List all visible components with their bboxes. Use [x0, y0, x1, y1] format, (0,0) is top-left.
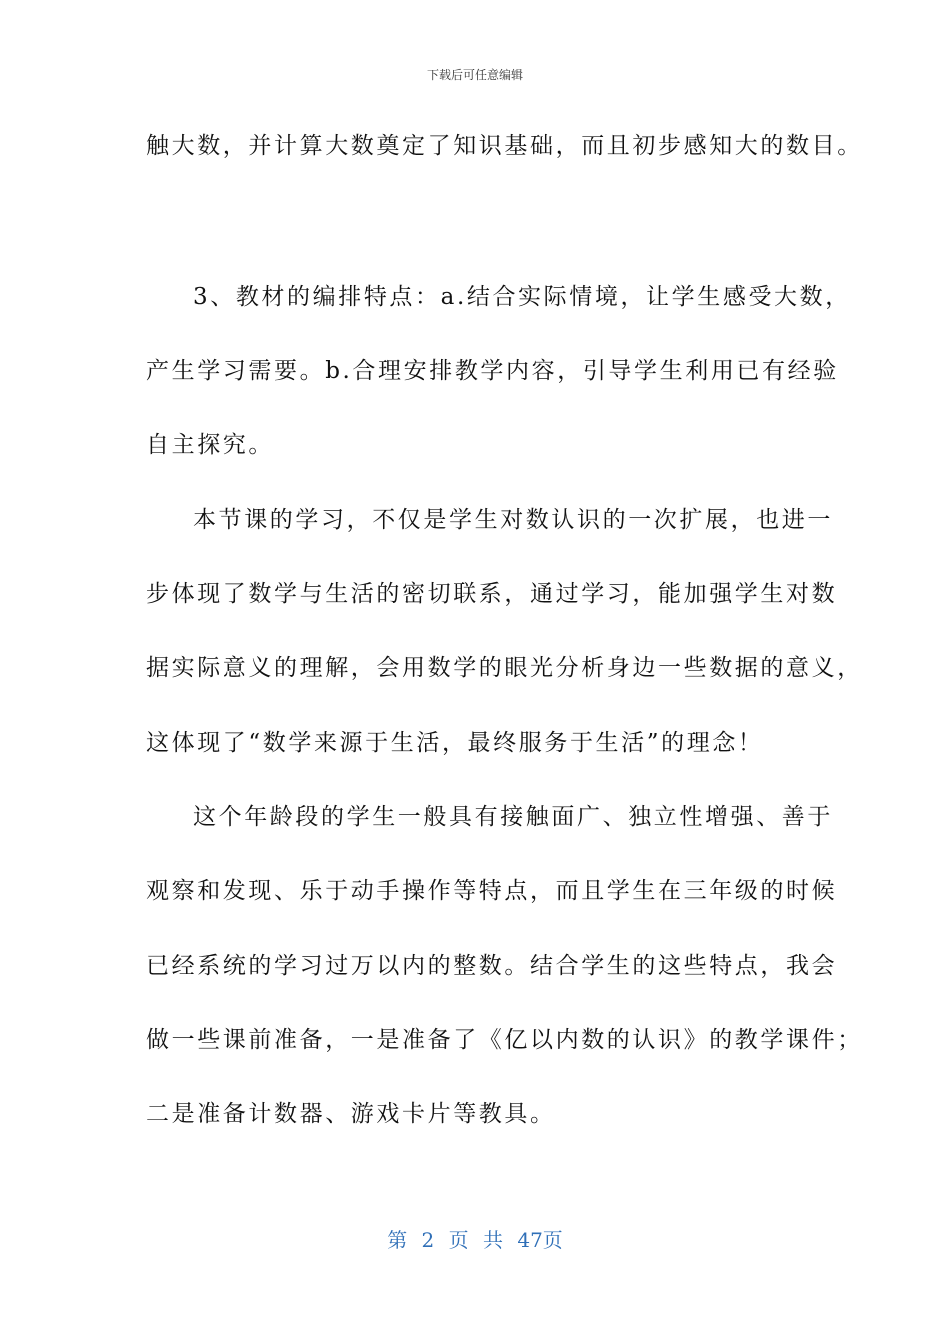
- text-line: 这体现了“数学来源于生活，最终服务于生活”的理念！: [146, 730, 764, 756]
- text-line: 做一些课前准备，一是准备了《亿以内数的认识》的教学课件；: [146, 1027, 863, 1053]
- text-line: 触大数，并计算大数奠定了知识基础，而且初步感知大的数目。: [146, 133, 863, 159]
- text-line: 这个年龄段的学生一般具有接触面广、独立性增强、善于: [193, 804, 833, 830]
- text-line: 已经系统的学习过万以内的整数。结合学生的这些特点，我会: [146, 953, 838, 979]
- page-header-note: 下载后可任意编辑: [426, 68, 523, 82]
- text-line: 本节课的学习，不仅是学生对数认识的一次扩展，也进一: [193, 507, 833, 533]
- text-line: 3、教材的编排特点：a.结合实际情境，让学生感受大数，: [193, 284, 851, 310]
- text-line: 二是准备计数器、游戏卡片等教具。: [146, 1101, 556, 1127]
- text-line: 观察和发现、乐于动手操作等特点，而且学生在三年级的时候: [146, 878, 838, 904]
- text-line: 自主探究。: [146, 432, 274, 458]
- text-line: 产生学习需要。b.合理安排教学内容，引导学生利用已有经验: [146, 358, 839, 384]
- page-number-footer: 第 2 页 共 47页: [387, 1228, 563, 1252]
- text-line: 步体现了数学与生活的密切联系，通过学习，能加强学生对数: [146, 581, 838, 607]
- text-line: 据实际意义的理解，会用数学的眼光分析身边一些数据的意义，: [146, 655, 863, 681]
